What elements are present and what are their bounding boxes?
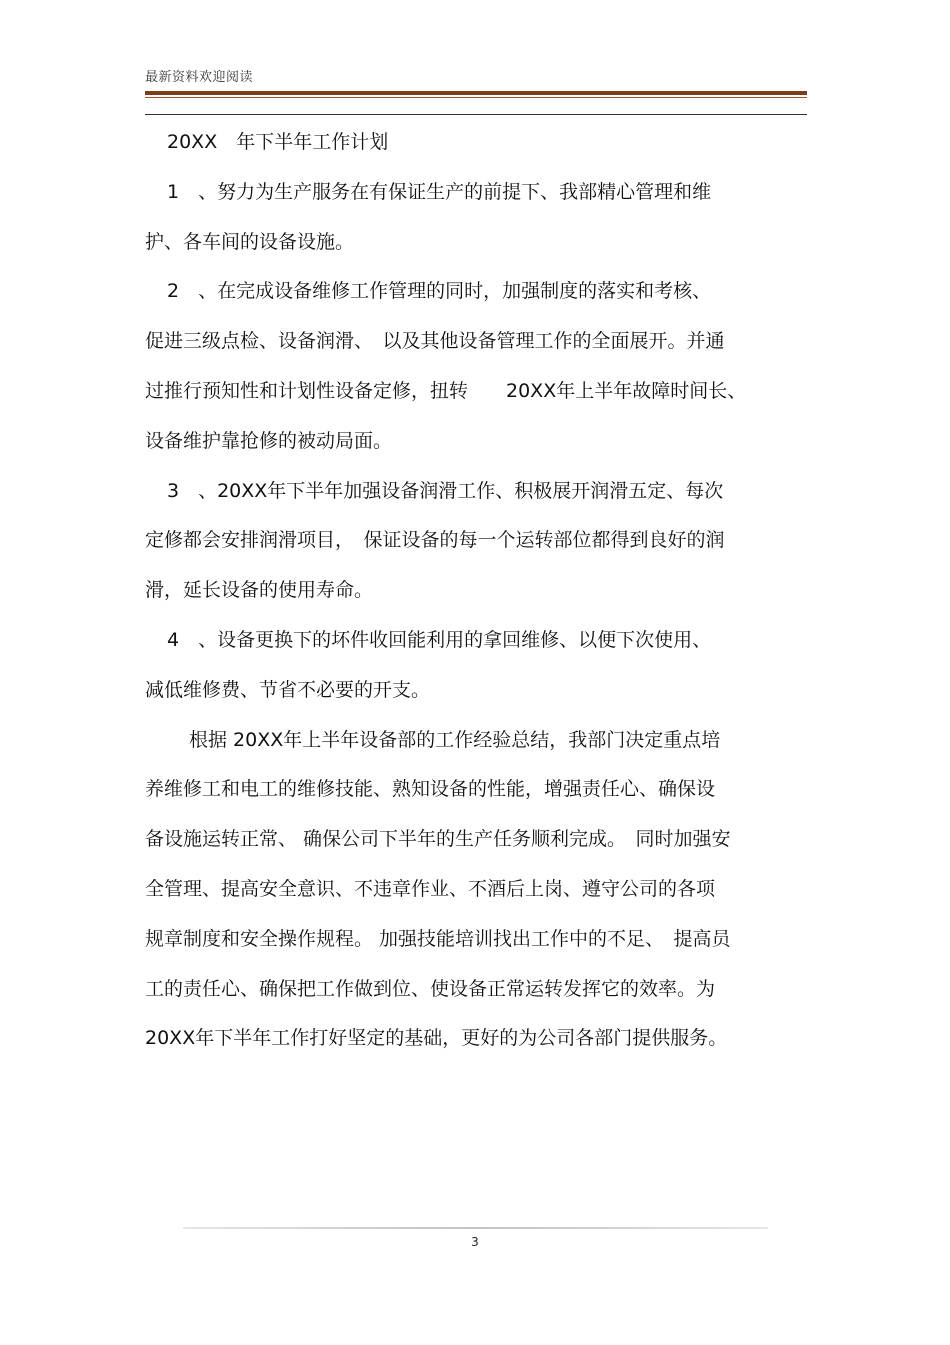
- item-3-line-2: 定修都会安排润滑项目， 保证设备的每一个运转部位都得到良好的润: [145, 529, 725, 552]
- item-2-line-4: 设备维护靠抢修的被动局面。: [145, 429, 393, 452]
- item-3-line-1: 3 、20XX年下半年加强设备润滑工作、积极展开润滑五定、每次: [167, 479, 724, 502]
- summary-line-1: 根据 20XX年上半年设备部的工作经验总结，我部门决定重点培: [189, 728, 721, 751]
- summary-line-7: 20XX年下半年工作打好坚定的基础，更好的为公司各部门提供服务。: [145, 1027, 728, 1050]
- footer-rule: [183, 1227, 768, 1229]
- document-title: 20XX 年下半年工作计划: [167, 131, 389, 153]
- item-2-line-2: 促进三级点检、设备润滑、 以及其他设备管理工作的全面展开。并通: [145, 330, 725, 353]
- header-rule-thick: [145, 91, 807, 95]
- document-body: [145, 122, 807, 1068]
- item-1-line-2: 护、各车间的设备设施。: [145, 230, 355, 253]
- header-text: 最新资料欢迎阅读: [145, 70, 254, 85]
- summary-line-4: 全管理、提高安全意识、不违章作业、不酒后上岗、遵守公司的各项: [145, 877, 716, 900]
- item-3-line-3: 滑，延长设备的使用寿命。: [145, 579, 374, 602]
- header-rule-bottom: [145, 114, 807, 115]
- summary-line-5: 规章制度和安全操作规程。 加强技能培训找出工作中的不足、 提高员: [145, 927, 731, 950]
- header-rule-thin: [145, 97, 807, 98]
- summary-line-2: 养维修工和电工的维修技能、熟知设备的性能，增强责任心、确保设: [145, 778, 716, 801]
- item-4-line-1: 4 、设备更换下的坏件收回能利用的拿回维修、以便下次使用、: [167, 628, 712, 651]
- summary-line-3: 备设施运转正常、 确保公司下半年的生产任务顺利完成。 同时加强安: [145, 828, 731, 851]
- page-number: 3: [471, 1235, 479, 1249]
- summary-line-6: 工的责任心、确保把工作做到位、使设备正常运转发挥它的效率。为: [145, 977, 716, 1000]
- item-1-line-1: 1 、努力为生产服务在有保证生产的前提下、我部精心管理和维: [167, 180, 712, 203]
- item-4-line-2: 减低维修费、节省不必要的开支。: [145, 678, 431, 701]
- item-2-line-3: 过推行预知性和计划性设备定修，扭转 20XX年上半年故障时间长、: [145, 379, 747, 402]
- item-2-line-1: 2 、在完成设备维修工作管理的同时，加强制度的落实和考核、: [167, 280, 712, 303]
